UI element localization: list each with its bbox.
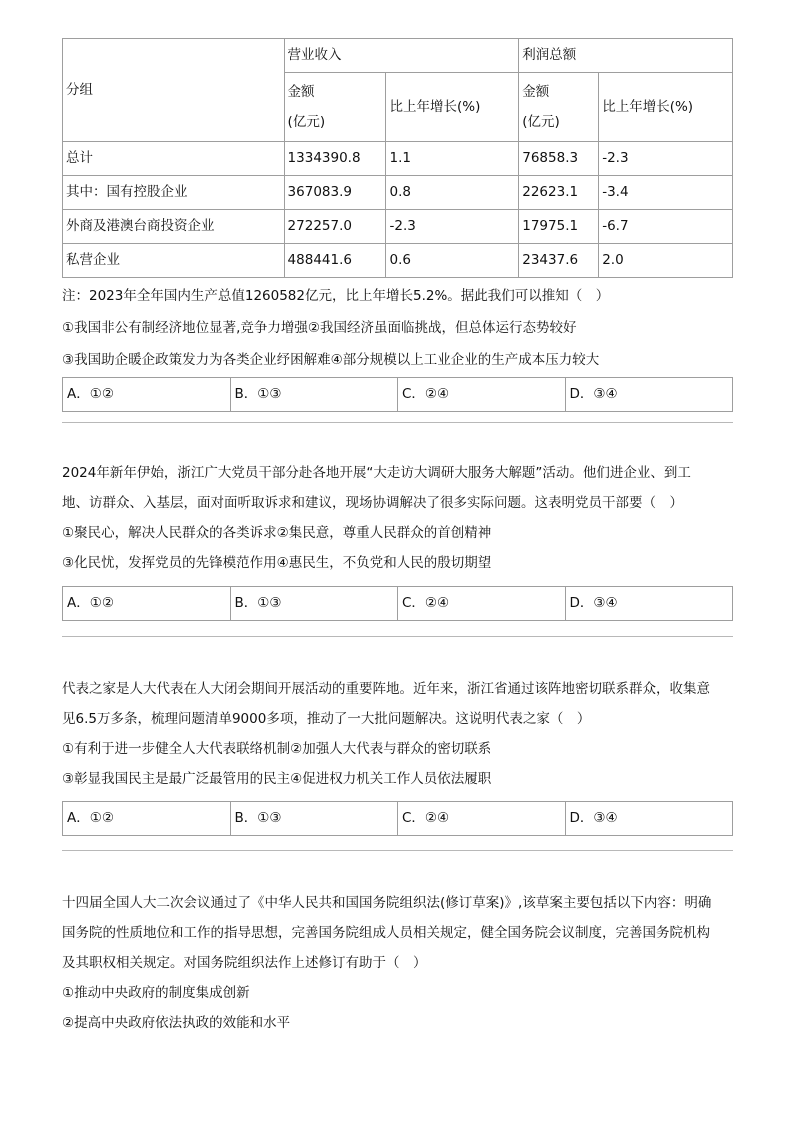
divider bbox=[62, 422, 733, 423]
divider bbox=[62, 850, 733, 851]
revenue-growth-cell: 0.6 bbox=[386, 244, 519, 278]
q4-statement-line: ①推动中央政府的制度集成创新 bbox=[62, 985, 250, 1001]
group-cell: 私营企业 bbox=[63, 244, 285, 278]
q3-statement-line: ③彰显我国民主是最广泛最管用的民主④促进权力机关工作人员依法履职 bbox=[62, 771, 492, 787]
group-cell: 总计 bbox=[63, 142, 285, 176]
group-cell: 其中：国有控股企业 bbox=[63, 176, 285, 210]
revenue-amount-header bbox=[284, 73, 386, 142]
q3-statement-line: ①有利于进一步健全人大代表联络机制②加强人大代表与群众的密切联系 bbox=[62, 741, 492, 757]
option-c[interactable]: C．②④ bbox=[398, 587, 566, 621]
profit-cell: 22623.1 bbox=[519, 176, 599, 210]
group-header: 分组 bbox=[63, 39, 285, 142]
table-row bbox=[63, 176, 733, 210]
q2-stem bbox=[62, 458, 733, 578]
divider bbox=[62, 636, 733, 637]
q2-statement-line: ①聚民心，解决人民群众的各类诉求②集民意，尊重人民群众的首创精神 bbox=[62, 525, 492, 541]
table-header-row bbox=[63, 39, 733, 73]
revenue-cell: 367083.9 bbox=[284, 176, 386, 210]
profit-growth-cell: -2.3 bbox=[599, 142, 733, 176]
profit-cell: 23437.6 bbox=[519, 244, 599, 278]
option-a[interactable]: A．①② bbox=[63, 802, 231, 836]
q1-statement-line: ③我国助企暖企政策发力为各类企业纾困解难④部分规模以上工业企业的生产成本压力较大 bbox=[62, 352, 600, 368]
table-row bbox=[63, 142, 733, 176]
revenue-growth-cell: 1.1 bbox=[386, 142, 519, 176]
option-d[interactable]: D．③④ bbox=[565, 378, 733, 412]
q1-options bbox=[62, 377, 733, 412]
option-a[interactable]: A．①② bbox=[63, 378, 231, 412]
enterprise-statistics-table bbox=[62, 38, 733, 278]
option-b[interactable]: B．①③ bbox=[230, 802, 398, 836]
group-cell: 外商及港澳台商投资企业 bbox=[63, 210, 285, 244]
q2-statement-line: ③化民忧，发挥党员的先锋模范作用④惠民生，不负党和人民的殷切期望 bbox=[62, 555, 492, 571]
q3-stem-line: 代表之家是人大代表在人大闭会期间开展活动的重要阵地。近年来，浙江省通过该阵地密切联系群众，收集意 bbox=[62, 681, 710, 697]
q2-options bbox=[62, 586, 733, 621]
amount-label: 金额 bbox=[287, 84, 315, 100]
option-d[interactable]: D．③④ bbox=[565, 587, 733, 621]
q2-stem-line: 2024年新年伊始，浙江广大党员干部分赴各地开展“大走访大调研大服务大解题”活动。他们进企业、到工 bbox=[62, 465, 691, 481]
option-d[interactable]: D．③④ bbox=[565, 802, 733, 836]
profit-amount-header bbox=[519, 73, 599, 142]
profit-growth-cell: 2.0 bbox=[599, 244, 733, 278]
amount-label: 金额 bbox=[522, 84, 550, 100]
profit-growth-cell: -6.7 bbox=[599, 210, 733, 244]
q4-stem-line: 及其职权相关规定。对国务院组织法作上述修订有助于（ ） bbox=[62, 955, 427, 971]
amount-unit: (亿元) bbox=[287, 114, 326, 130]
q4-stem bbox=[62, 888, 733, 1038]
revenue-growth-cell: -2.3 bbox=[386, 210, 519, 244]
revenue-cell: 1334390.8 bbox=[284, 142, 386, 176]
option-c[interactable]: C．②④ bbox=[398, 802, 566, 836]
table-row bbox=[63, 244, 733, 278]
option-c[interactable]: C．②④ bbox=[398, 378, 566, 412]
q1-note: 注：2023年全年国内生产总值1260582亿元，比上年增长5.2%。据此我们可以推知（ ） bbox=[62, 288, 610, 304]
q3-stem bbox=[62, 674, 733, 794]
q4-statement-line: ②提高中央政府依法执政的效能和水平 bbox=[62, 1015, 291, 1031]
profit-growth-cell: -3.4 bbox=[599, 176, 733, 210]
revenue-growth-cell: 0.8 bbox=[386, 176, 519, 210]
q2-stem-line: 地、访群众、入基层，面对面听取诉求和建议，现场协调解决了很多实际问题。这表明党员干部要（ ） bbox=[62, 495, 683, 511]
q3-options bbox=[62, 801, 733, 836]
revenue-header: 营业收入 bbox=[284, 39, 519, 73]
q4-stem-line: 十四届全国人大二次会议通过了《中华人民共和国国务院组织法(修订草案)》,该草案主要包括以下内容：明确 bbox=[62, 895, 712, 911]
revenue-growth-header: 比上年增长(%) bbox=[386, 73, 519, 142]
revenue-cell: 488441.6 bbox=[284, 244, 386, 278]
table-row bbox=[63, 210, 733, 244]
q4-stem-line: 国务院的性质地位和工作的指导思想，完善国务院组成人员相关规定，健全国务院会议制度，完善国务院机构 bbox=[62, 925, 710, 941]
option-b[interactable]: B．①③ bbox=[230, 378, 398, 412]
q1-statement-line: ①我国非公有制经济地位显著,竞争力增强②我国经济虽面临挑战，但总体运行态势较好 bbox=[62, 320, 577, 336]
q3-stem-line: 见6.5万多条，梳理问题清单9000多项，推动了一大批问题解决。这说明代表之家（ ） bbox=[62, 711, 591, 727]
profit-header: 利润总额 bbox=[519, 39, 733, 73]
option-a[interactable]: A．①② bbox=[63, 587, 231, 621]
revenue-cell: 272257.0 bbox=[284, 210, 386, 244]
amount-unit: (亿元) bbox=[522, 114, 560, 130]
profit-cell: 76858.3 bbox=[519, 142, 599, 176]
profit-cell: 17975.1 bbox=[519, 210, 599, 244]
option-b[interactable]: B．①③ bbox=[230, 587, 398, 621]
profit-growth-header: 比上年增长(%) bbox=[599, 73, 733, 142]
